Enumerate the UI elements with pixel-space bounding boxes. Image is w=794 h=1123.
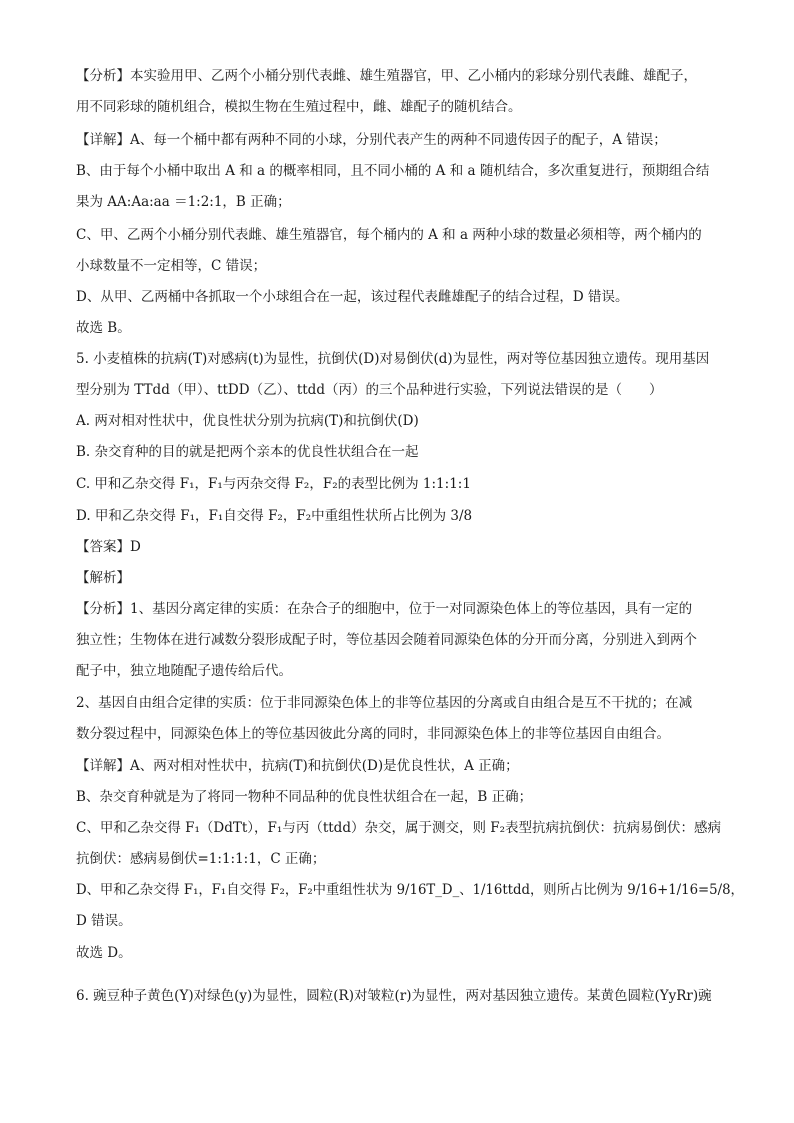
- detail-2-line-c1: C、甲和乙杂交得 F₁（DdTt），F₁与丙（ttdd）杂交，属于测交，则 F₂表型抗病抗倒伏：抗病易倒伏：感病: [76, 820, 722, 836]
- analysis-2-line-2: 独立性；生物体在进行减数分裂形成配子时，等位基因会随着同源染色体的分开而分离，分别进入到两个: [76, 632, 697, 648]
- explanation-heading: 【解析】: [76, 570, 130, 586]
- option-c: C. 甲和乙杂交得 F₁，F₁与丙杂交得 F₂，F₂的表型比例为 1:1:1:1: [76, 476, 471, 492]
- detail-2-line-b: B、杂交育种就是为了将同一物种不同品种的优良性状组合在一起，B 正确；: [76, 789, 533, 805]
- detail-line-a: 【详解】A、每一个桶中都有两种不同的小球，分别代表产生的两种不同遗传因子的配子，A 错误；: [76, 132, 667, 148]
- detail-2-line-c2: 抗倒伏：感病易倒伏=1:1:1:1，C 正确；: [76, 851, 326, 867]
- question-5-line-1: 5. 小麦植株的抗病(T)对感病(t)为显性，抗倒伏(D)对易倒伏(d)为显性，两对等位基因独立遗传。现用基因: [76, 351, 710, 367]
- detail-line-c2: 小球数量不一定相等，C 错误；: [76, 258, 267, 274]
- analysis-line-1: 【分析】本实验用甲、乙两个小桶分别代表雌、雄生殖器官，甲、乙小桶内的彩球分别代表雌、雄配子，: [76, 68, 697, 84]
- detail-2-line-d2: D 错误。: [76, 913, 132, 929]
- analysis-2-line-4: 2、基因自由组合定律的实质：位于非同源染色体上的非等位基因的分离或自由组合是互不干扰的；在减: [76, 695, 693, 711]
- detail-line-b1: B、由于每个小桶中取出 A 和 a 的概率相同，且不同小桶的 A 和 a 随机结合，多次重复进行，预期组合结: [76, 163, 710, 179]
- question-5-line-2: 型分别为 TTdd（甲）、ttDD（乙）、ttdd（丙）的三个品种进行实验，下列说法错误的是（ ）: [76, 382, 663, 398]
- analysis-2-line-5: 数分裂过程中，同源染色体上的等位基因彼此分离的同时，非同源染色体上的非等位基因自由组合。: [76, 726, 670, 742]
- option-a: A. 两对相对性状中，优良性状分别为抗病(T)和抗倒伏(D): [76, 413, 419, 429]
- detail-2-line-d1: D、甲和乙杂交得 F₁，F₁自交得 F₂，F₂中重组性状为 9/16T_D_、1/16ttdd，则所占比例为 9/16+1/16=5/8，: [76, 882, 744, 898]
- option-d: D. 甲和乙杂交得 F₁，F₁自交得 F₂，F₂中重组性状所占比例为 3/8: [76, 508, 473, 524]
- analysis-2-line-1: 【分析】1、基因分离定律的实质：在杂合子的细胞中，位于一对同源染色体上的等位基因，具有一定的: [76, 601, 693, 617]
- question-6-line-1: 6. 豌豆种子黄色(Y)对绿色(y)为显性，圆粒(R)对皱粒(r)为显性，两对基因独立遗传。某黄色圆粒(YyRr)豌: [76, 988, 712, 1004]
- option-b: B. 杂交育种的目的就是把两个亲本的优良性状组合在一起: [76, 444, 419, 460]
- conclusion-line: 故选 B。: [76, 320, 131, 336]
- detail-line-c1: C、甲、乙两个小桶分别代表雌、雄生殖器官，每个桶内的 A 和 a 两种小球的数量必须相等，两个桶内的: [76, 227, 702, 243]
- analysis-line-2: 用不同彩球的随机组合，模拟生物在生殖过程中，雌、雄配子的随机结合。: [76, 99, 522, 115]
- conclusion-2-line: 故选 D。: [76, 945, 132, 961]
- detail-line-d: D、从甲、乙两桶中各抓取一个小球组合在一起，该过程代表雌雄配子的结合过程，D 错误。: [76, 289, 629, 305]
- detail-2-line-a: 【详解】A、两对相对性状中，抗病(T)和抗倒伏(D)是优良性状，A 正确；: [76, 758, 519, 774]
- answer-line: 【答案】D: [76, 539, 141, 555]
- analysis-2-line-3: 配子中，独立地随配子遗传给后代。: [76, 663, 292, 679]
- detail-line-b2: 果为 AA:Aa:aa ＝1:2:1，B 正确；: [76, 194, 291, 210]
